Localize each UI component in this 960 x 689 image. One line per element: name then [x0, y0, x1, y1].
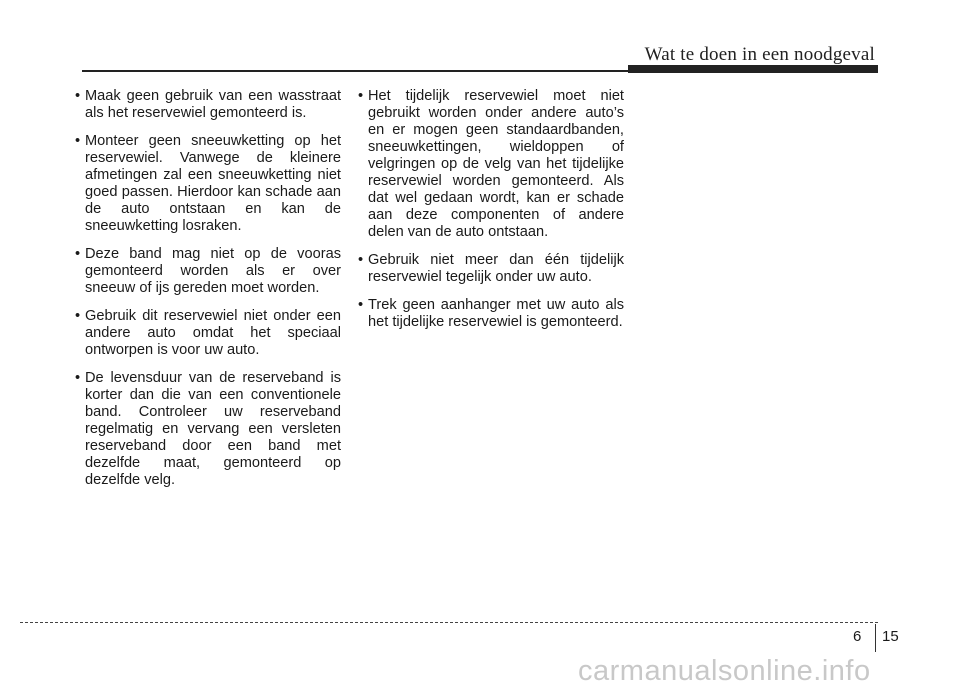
bullet-item [71, 88, 341, 122]
bullet-icon: • [75, 133, 81, 149]
bullet-text: Monteer geen sneeuwketting op het reservewiel. Vanwege de kleinere afmetingen zal een sneeuwketting niet goed passen. Hierdoor kan schade aan de auto ontstaan en kan de sneeuwketting losraken. [85, 133, 341, 234]
section-title: Wat te doen in een noodgeval [644, 44, 875, 65]
right-column [354, 88, 624, 342]
bullet-icon: • [75, 88, 81, 104]
bullet-icon: • [358, 88, 364, 104]
bullet-item [71, 246, 341, 297]
bullet-icon: • [358, 252, 364, 268]
bullet-text: Gebruik niet meer dan één tijdelijk reservewiel tegelijk onder uw auto. [368, 252, 624, 285]
watermark: carmanualsonline.info [578, 655, 871, 687]
bullet-icon: • [75, 246, 81, 262]
bullet-item [71, 308, 341, 359]
bullet-item [354, 88, 624, 241]
bullet-item [71, 133, 341, 235]
chapter-number: 6 [853, 628, 862, 645]
left-column [71, 88, 341, 500]
bullet-icon: • [75, 370, 81, 386]
bullet-item [354, 297, 624, 331]
footer-rule [20, 622, 878, 623]
page-number: 15 [882, 628, 899, 645]
bullet-text: De levensduur van de reserveband is korter dan die van een conventionele band. Controleer uw reserveband regelmatig en vervang een versleten reserveband door een band met dezelfde maat, gemonteerd op dezelfde velg. [85, 370, 341, 488]
bullet-item [354, 252, 624, 286]
header-bar [628, 65, 878, 73]
header-rule [82, 70, 628, 72]
bullet-icon: • [358, 297, 364, 313]
page-divider [875, 624, 876, 652]
bullet-text: Trek geen aanhanger met uw auto als het tijdelijke reservewiel is gemonteerd. [368, 297, 624, 330]
bullet-text: Het tijdelijk reservewiel moet niet gebruikt worden onder andere auto’s en er mogen geen standaardbanden, sneeuwkettingen, wieldoppen of velgringen op de velg van het tijdelijke reservewiel worden gemonteerd. Als dat wel gedaan wordt, kan er schade aan deze componenten of andere delen van de auto ontstaan. [368, 88, 624, 240]
bullet-text: Gebruik dit reservewiel niet onder een andere auto omdat het speciaal ontworpen is voor uw auto. [85, 308, 341, 358]
bullet-icon: • [75, 308, 81, 324]
bullet-text: Maak geen gebruik van een wasstraat als het reservewiel gemonteerd is. [85, 88, 341, 121]
bullet-text: Deze band mag niet op de vooras gemonteerd worden als er over sneeuw of ijs gereden moet worden. [85, 246, 341, 296]
bullet-item [71, 370, 341, 489]
